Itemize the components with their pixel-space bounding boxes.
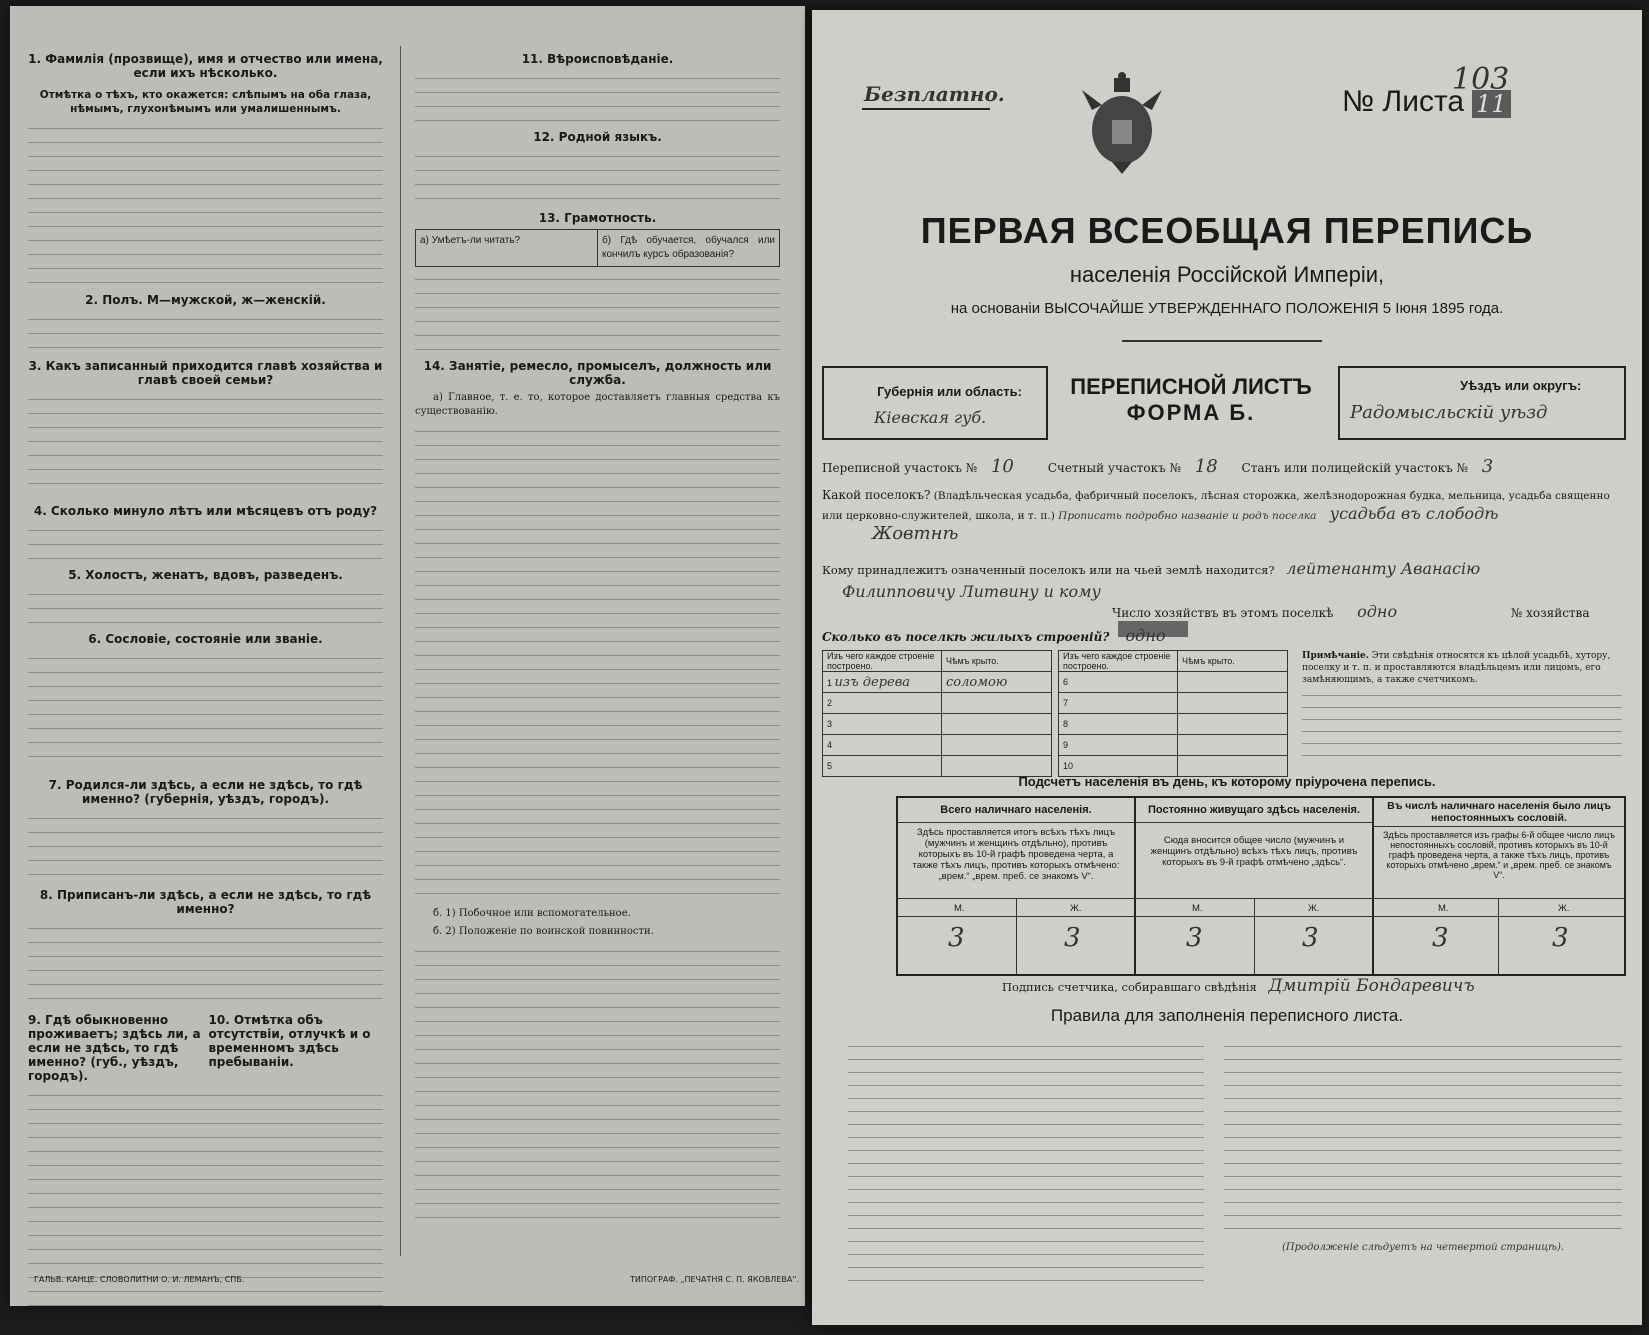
section-1-title: 1. Фамилія (прозвище), имя и отчество или имена, если ихъ нѣсколько. <box>28 52 383 80</box>
count-present-male: 3 <box>948 923 965 953</box>
left-page-instructions <box>10 6 805 1306</box>
uezd-label: Уѣздъ или округъ: <box>1460 378 1582 393</box>
row-number: 4 <box>823 735 942 756</box>
table-row <box>823 735 1052 756</box>
owner-label: Кому принадлежитъ означенный поселокъ или на чьей землѣ находится? <box>822 563 1275 577</box>
row-number: 2 <box>823 693 942 714</box>
free-label: Безплатно. <box>864 82 1005 106</box>
body-text-block <box>1302 688 1622 758</box>
section-4-title: 4. Сколько минуло лѣтъ или мѣсяцевъ отъ роду? <box>33 504 378 518</box>
table-row <box>1059 693 1288 714</box>
imperial-eagle-icon <box>1082 70 1162 175</box>
count-title: Подсчетъ населенія въ день, къ которому пріурочена перепись. <box>1018 774 1436 789</box>
count-col-present-title: Всего наличнаго населенія. <box>898 798 1134 823</box>
section-1-note: Отмѣтка о тѣхъ, кто окажется: слѣпымъ на оба глаза, нѣмымъ, глухонѣмымъ или умалишеннымъ. <box>39 89 372 115</box>
gubernia-value: Кіевская губ. <box>874 408 987 427</box>
count-col-present-desc: Здѣсь проставляется итогъ всѣхъ тѣхъ лицъ (мужчинъ и женщинъ отдѣльно), противъ которыхъ въ 10-й графѣ проведена черта, а также тѣхъ лицъ, противъ которыхъ отмѣчено: „врем.“ „врем. преб. се знакомъ V“. <box>912 827 1120 882</box>
body-text-block <box>28 586 383 624</box>
count-mf-row <box>898 898 1624 914</box>
row-number: 10 <box>1059 756 1178 777</box>
form-basis: на основаніи ВЫСОЧАЙШЕ УТВЕРЖДЕННАГО ПОЛОЖЕНІЯ 5 Іюня 1895 года. <box>950 300 1504 317</box>
female-label: Ж. <box>1558 903 1570 914</box>
row-number: 7 <box>1059 693 1178 714</box>
section-2-title: 2. Полъ. М—мужской, ж—женскій. <box>85 293 326 307</box>
table-row <box>823 714 1052 735</box>
male-label: М. <box>954 903 965 914</box>
row-number: 1 <box>827 677 833 688</box>
count-col-nonstandard <box>1374 798 1624 974</box>
count-nonstandard-female: 3 <box>1552 923 1569 953</box>
count-col-nonstandard-title: Въ числѣ наличнаго населенія было лицъ непостоянныхъ сословій. <box>1374 798 1624 827</box>
district-line <box>822 456 1622 477</box>
rules-continued: (Продолженіе слѣдуетъ на четвертой страницѣ). <box>1282 1242 1565 1253</box>
uezd-value: Радомысльскій уѣзд <box>1350 402 1548 423</box>
signature-value: Дмитрій Бондаревичъ <box>1268 976 1475 996</box>
body-text-block <box>28 1087 383 1306</box>
table-row <box>1059 672 1288 693</box>
row-number: 3 <box>823 714 942 735</box>
settlement-value: усадьба въ слободѣ <box>1329 504 1499 523</box>
male-label: М. <box>1438 903 1449 914</box>
bt-head-roof: Чѣмъ крыто. <box>1178 651 1288 672</box>
form-subtitle: населенія Россійской Имперіи, <box>1069 262 1385 287</box>
district-value: 10 <box>990 456 1014 477</box>
body-text-block <box>28 120 383 285</box>
section-3-title: 3. Какъ записанный приходится главѣ хозяйства и главѣ своей семьи? <box>28 359 383 387</box>
row-number: 5 <box>823 756 942 777</box>
count-present-female: 3 <box>1064 923 1081 953</box>
row-roof: соломою <box>942 672 1052 693</box>
section-9-title: 9. Гдѣ обыкновенно проживаетъ; здѣсь ли, а если не здѣсь, то гдѣ именно? (губ., уѣздъ, городъ). <box>28 1013 201 1083</box>
instructions-column-b <box>415 44 780 1228</box>
section-6-title: 6. Сословіе, состояніе или званіе. <box>88 632 323 646</box>
stan-label: Станъ или полицейскій участокъ № <box>1241 461 1468 475</box>
page-number: 103 <box>1452 62 1510 97</box>
body-text-block <box>415 943 780 1228</box>
sheet-title-box <box>1046 366 1336 436</box>
body-text-block <box>28 810 383 880</box>
printer-footer-left: ГАЛЬВ. КАНЦЕ. СЛОВОЛИТНИ О. И. ЛЕМАНЪ, СПБ. <box>34 1275 245 1284</box>
households-value: одно <box>1357 602 1398 621</box>
stan-value: 3 <box>1481 456 1494 477</box>
buildings-line <box>822 626 1166 645</box>
owner-value: лейтенанту Аванасію <box>1286 559 1481 578</box>
body-text-block <box>28 391 383 496</box>
sheet-number-label: № Листа <box>1342 85 1465 118</box>
bt-head-material: Изъ чего каждое строеніе построено. <box>1059 651 1178 672</box>
settlement-hint: (Владѣльческая усадьба, фабричный поселокъ, лѣсная сторожка, желѣзнодорожная будка, мельница, усадьба священно или церковно-служителей, школа, и т. п.) <box>822 490 1610 522</box>
instructions-column-a <box>28 44 383 1306</box>
households-line <box>1112 602 1642 637</box>
female-label: Ж. <box>1308 903 1320 914</box>
literacy-b-label: б) Гдѣ обучается, обучался или кончилъ курсъ образованія? <box>602 235 775 260</box>
separator-line <box>1122 340 1322 342</box>
section-14a: а) Главное, т. е. то, которое доставляетъ главныя средства къ существованію. <box>415 392 780 417</box>
body-text-block <box>28 522 383 560</box>
population-count-table <box>896 796 1626 976</box>
owner-value-2: Филипповичу Литвину и кому <box>842 582 1101 601</box>
count-district-label: Счетный участокъ № <box>1047 461 1181 475</box>
count-col-nonstandard-desc: Здѣсь проставляется изъ графы 6-й общее число лицъ непостоянныхъ сословій, противъ которыхъ въ 10-й графѣ проведена черта, а также тѣхъ лицъ, противъ которыхъ отмѣчено „врем.“ и „врем. преб. се знакомъ V“. <box>1383 830 1615 880</box>
printer-footer-right: ТИПОГРАФ. „ПЕЧАТНЯ С. П. ЯКОВЛЕВА“. <box>630 1275 800 1284</box>
section-5-title: 5. Холостъ, женатъ, вдовъ, разведенъ. <box>68 568 343 582</box>
section-10-title: 10. Отмѣтка объ отсутствіи, отлучкѣ и о временномъ здѣсь пребываніи. <box>208 1013 371 1069</box>
section-13-title: 13. Грамотность. <box>538 211 657 225</box>
row-number: 9 <box>1059 735 1178 756</box>
table-row <box>823 672 1052 693</box>
right-page-census-form <box>812 10 1642 1325</box>
section-14-title: 14. Занятіе, ремесло, промыселъ, должность или служба. <box>423 359 772 387</box>
underline <box>862 108 990 110</box>
body-text-block <box>28 920 383 1005</box>
signature-line <box>1002 976 1475 996</box>
table-row <box>823 693 1052 714</box>
row-number: 6 <box>1059 672 1178 693</box>
count-district-value: 18 <box>1194 456 1218 477</box>
section-14b1: б. 1) Побочное или вспомогательное. <box>433 908 631 919</box>
bt-head-roof: Чѣмъ крыто. <box>942 651 1052 672</box>
count-col-resident-title: Постоянно живущаго здѣсь населенія. <box>1136 798 1372 823</box>
rules-title: Правила для заполненія переписного листа. <box>1050 1006 1404 1025</box>
count-col-resident <box>1136 798 1374 974</box>
count-col-present <box>898 798 1136 974</box>
settlement-value-2: Жовтнѣ <box>872 523 959 544</box>
body-text-block <box>415 148 780 203</box>
buildings-table-right <box>1058 650 1288 777</box>
count-col-resident-desc: Сюда вносится общее число (мужчинъ и женщинъ отдѣльно) всѣхъ тѣхъ лицъ, противъ которыхъ въ 9-й графѣ отмѣчено „здѣсь“. <box>1150 835 1358 868</box>
count-resident-male: 3 <box>1186 923 1203 953</box>
body-text-block <box>415 271 780 351</box>
household-number-label: № хозяйства <box>1510 606 1590 620</box>
note-text: Эти свѣдѣнія относятся къ цѣлой усадьбѣ, хутору, поселку и т. п. и проставляются владѣльцемъ или лицомъ, его замѣняющимъ, а также счетчикомъ. <box>1302 651 1611 685</box>
buildings-note <box>1302 650 1622 758</box>
row-number: 8 <box>1059 714 1178 735</box>
sheet-title: ПЕРЕПИСНОЙ ЛИСТЪ <box>1070 374 1312 399</box>
body-text-block <box>28 650 383 770</box>
gubernia-label: Губернія или область: <box>877 384 1022 399</box>
sheet-number-value: 11 <box>1472 90 1511 118</box>
note-title: Примѣчаніе. <box>1302 651 1369 661</box>
body-text-block <box>415 70 780 122</box>
district-label: Переписной участокъ № <box>822 461 978 475</box>
count-nonstandard-male: 3 <box>1432 923 1449 953</box>
form-title: ПЕРВАЯ ВСЕОБЩАЯ ПЕРЕПИСЬ <box>920 210 1534 251</box>
male-label: М. <box>1192 903 1203 914</box>
section-8-title: 8. Приписанъ-ли здѣсь, а если не здѣсь, то гдѣ именно? <box>39 888 372 916</box>
body-text-block <box>415 423 780 903</box>
signature-label: Подпись счетчика, собиравшаго свѣдѣнія <box>1002 980 1257 994</box>
rules-text-left <box>848 1038 1204 1288</box>
bt-head-material: Изъ чего каждое строеніе построено. <box>823 651 942 672</box>
body-text-block <box>28 311 383 351</box>
settlement-block <box>822 486 1622 543</box>
section-7-title: 7. Родился-ли здѣсь, а если не здѣсь, то гдѣ именно? (губернія, уѣздъ, городъ). <box>48 778 363 806</box>
gubernia-box <box>822 366 1048 440</box>
buildings-table-left <box>822 650 1052 777</box>
buildings-label: Сколько въ поселкѣ жилыхъ строеній? <box>822 630 1110 644</box>
female-label: Ж. <box>1070 903 1082 914</box>
buildings-value: одно <box>1125 626 1166 645</box>
table-row <box>1059 735 1288 756</box>
count-resident-female: 3 <box>1302 923 1319 953</box>
households-label: Число хозяйствъ въ этомъ поселкѣ <box>1112 606 1334 620</box>
settlement-label: Какой поселокъ? <box>822 488 931 502</box>
section-12-title: 12. Родной языкъ. <box>533 130 662 144</box>
section-11-title: 11. Вѣроисповѣданіе. <box>521 52 674 66</box>
owner-block <box>822 558 1622 603</box>
count-values-row <box>898 916 1624 953</box>
settlement-hint-2: Прописать подробно названіе и родъ поселка <box>1058 510 1317 522</box>
literacy-a-label: а) Умѣетъ-ли читать? <box>416 230 598 266</box>
section-14b2: б. 2) Положеніе по воинской повинности. <box>433 926 654 937</box>
column-divider <box>400 46 401 1256</box>
table-row <box>1059 714 1288 735</box>
row-material: изъ дерева <box>834 674 911 690</box>
rules-text-right <box>1224 1038 1622 1230</box>
uezd-box <box>1338 366 1626 440</box>
form-type: ФОРМА Б. <box>1126 400 1256 425</box>
